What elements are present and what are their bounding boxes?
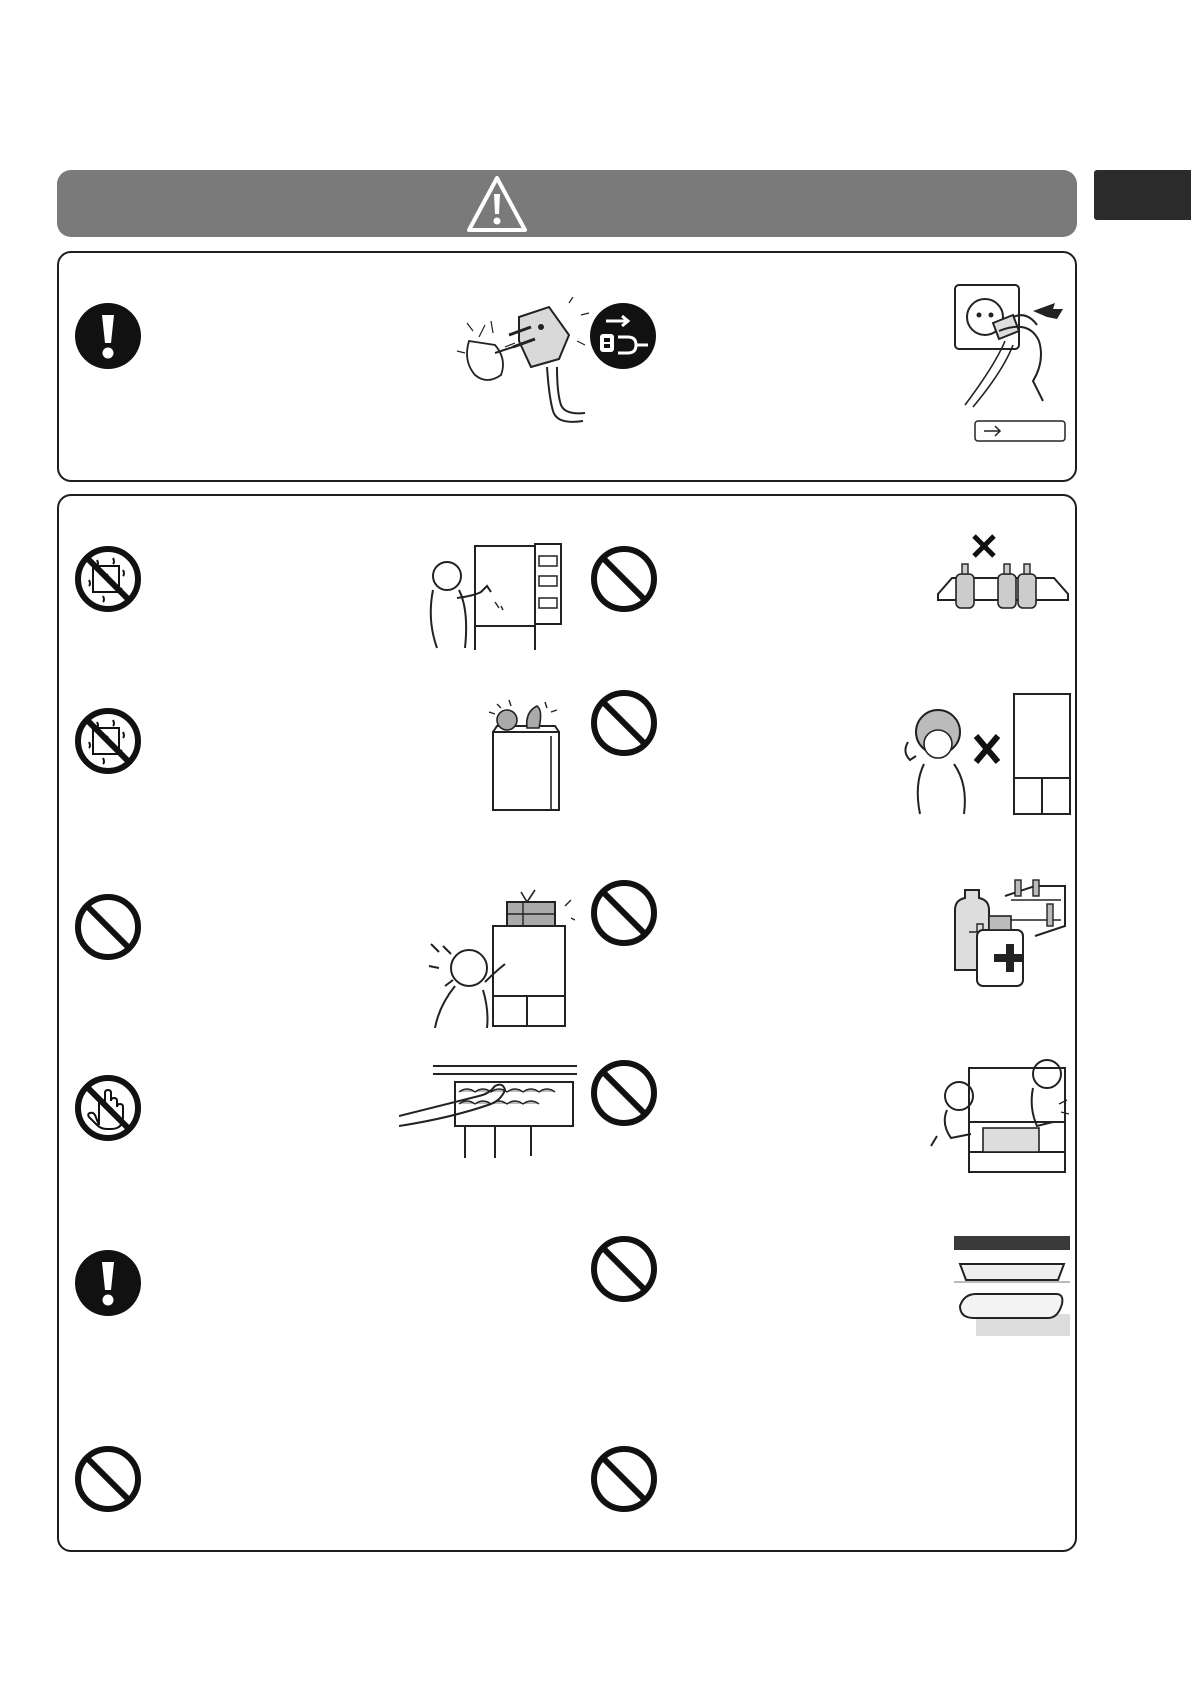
- reference-arrow-box[interactable]: [974, 420, 1066, 442]
- prohibitions-panel: [57, 494, 1077, 1552]
- prohibited-icon: [589, 1058, 659, 1128]
- unplug-safety-panel: [57, 251, 1077, 482]
- hand-in-freezer-illustration: [399, 1064, 577, 1160]
- prohibited-icon: [589, 1234, 659, 1304]
- glass-shelf-illustration: [954, 1236, 1070, 1336]
- medicine-bottles-illustration: [949, 876, 1071, 988]
- dusty-plug-illustration: [449, 297, 599, 437]
- warning-triangle-icon: [465, 174, 529, 234]
- do-not-touch-icon: [73, 1073, 143, 1143]
- prohibited-icon: [73, 892, 143, 962]
- vase-on-fridge-illustration: [467, 698, 577, 812]
- prohibited-icon: [589, 1444, 659, 1514]
- prohibited-icon: [589, 688, 659, 758]
- prohibited-icon: [589, 544, 659, 614]
- prohibited-icon: [589, 878, 659, 948]
- warning-banner: [57, 170, 1077, 237]
- children-climbing-fridge-illustration: [929, 1052, 1071, 1186]
- cross-mark-icon: [974, 536, 994, 556]
- spray-near-fridge-illustration: [894, 692, 1074, 818]
- pull-plug-from-socket-illustration: [949, 281, 1069, 411]
- section-tab[interactable]: [1094, 170, 1191, 220]
- box-falling-from-fridge-illustration: [415, 886, 575, 1028]
- no-water-splash-icon: [73, 706, 143, 776]
- exclamation-mandatory-icon: [73, 1248, 143, 1318]
- no-water-splash-icon: [73, 544, 143, 614]
- unplug-mandatory-icon: [588, 301, 658, 371]
- cross-mark-icon: [976, 736, 998, 762]
- person-washing-door-illustration: [419, 542, 571, 654]
- exclamation-mandatory-icon: [73, 301, 143, 371]
- bottles-on-shelf-illustration: [924, 532, 1074, 624]
- prohibited-icon: [73, 1444, 143, 1514]
